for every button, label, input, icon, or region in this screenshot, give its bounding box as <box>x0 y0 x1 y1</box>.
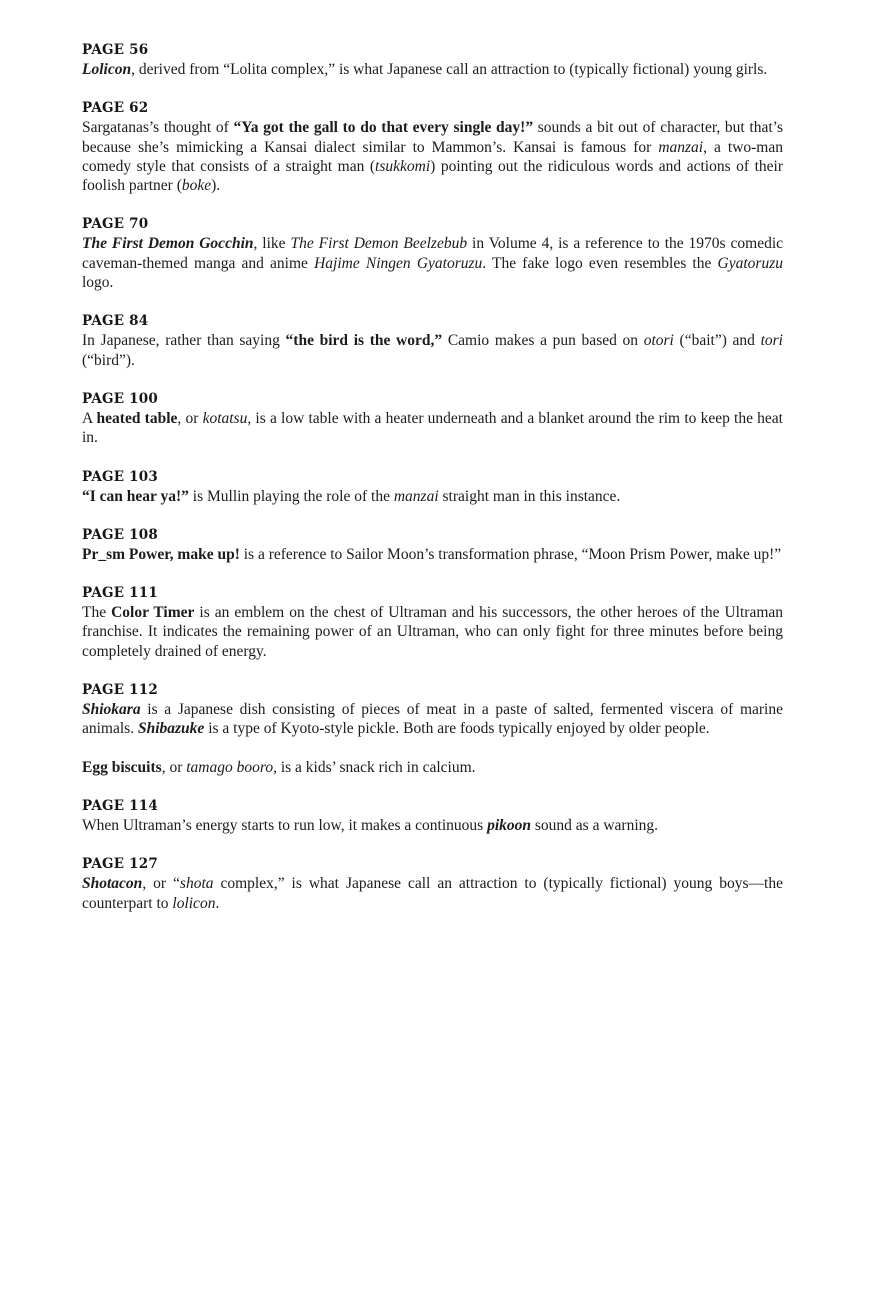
italic-term: tamago booro <box>186 758 274 776</box>
text-run: is a type of Kyoto-style pickle. Both are foods typically enjoyed by older people. <box>204 720 710 738</box>
text-run: sound as a warning. <box>531 816 659 834</box>
note-paragraph <box>82 487 783 506</box>
bold-term: Egg biscuits <box>82 758 162 776</box>
note-section <box>82 389 783 448</box>
note-paragraph <box>82 874 783 913</box>
note-paragraph <box>82 331 783 370</box>
bold-term: “the bird is the word,” <box>285 332 443 350</box>
note-paragraph <box>82 60 783 79</box>
note-paragraph <box>82 603 783 661</box>
text-run: , is a kids’ snack rich in calcium. <box>273 758 476 776</box>
note-paragraph <box>82 409 783 448</box>
text-run: When Ultraman’s energy starts to run low, it makes a continuous <box>82 816 488 834</box>
note-section <box>82 40 783 79</box>
note-section <box>82 796 783 835</box>
text-run: In Japanese, rather than saying <box>82 332 286 350</box>
note-page-heading: PAGE 111 <box>82 585 158 602</box>
bold-italic-term: Shibazuke <box>137 720 205 738</box>
text-run: is a Japanese dish consisting of pieces of meat in a paste of salted, fermented viscera of marine animals. <box>82 701 783 738</box>
bold-term: Color Timer <box>111 604 195 622</box>
note-page-heading: PAGE 56 <box>82 42 149 58</box>
text-run: in Volume 4, is a reference to the 1970s comedic caveman-themed manga and anime <box>82 235 784 272</box>
text-run: complex,” is what Japanese call an attraction to (typically fictional) young boys—the counterpart to <box>82 875 783 912</box>
note-section <box>82 854 783 913</box>
text-run: (“bait”) and <box>673 332 761 350</box>
text-run: ). <box>211 177 221 195</box>
text-run: , or <box>177 409 203 427</box>
note-paragraph <box>82 118 783 195</box>
italic-term: Hajime Ningen Gyatoruzu <box>314 254 483 272</box>
note-paragraph <box>82 700 783 739</box>
text-run: is a reference to Sailor Moon’s transformation phrase, “Moon Prism Power, make up!” <box>239 545 782 563</box>
bold-term: “I can hear ya!” <box>82 487 189 505</box>
italic-term: shota <box>179 875 214 893</box>
text-run: ) pointing out the ridiculous words and actions of their foolish partner ( <box>82 157 783 195</box>
note-section <box>82 525 783 564</box>
translation-notes <box>82 40 783 932</box>
italic-term: otori <box>643 332 674 350</box>
note-page-heading: PAGE 62 <box>82 100 149 117</box>
text-run: , is a low table with a heater underneath and a blanket around the rim to keep the heat in. <box>82 409 783 447</box>
italic-term: Gyatoruzu <box>717 254 783 272</box>
note-paragraph <box>82 758 783 777</box>
text-run: , or <box>161 758 187 776</box>
note-section <box>82 214 783 292</box>
text-run: Camio makes a pun based on <box>442 332 644 350</box>
italic-term: manzai <box>393 487 439 505</box>
note-paragraph <box>82 816 783 835</box>
note-page-heading: PAGE 70 <box>82 216 149 233</box>
text-run: logo. <box>82 274 114 292</box>
text-run: straight man in this instance. <box>438 487 621 505</box>
bold-italic-term: Shiokara <box>82 701 141 719</box>
bold-italic-term: Lolicon <box>82 61 132 78</box>
italic-term: tsukkomi <box>375 157 431 175</box>
bold-italic-term: pikoon <box>487 816 532 834</box>
note-section <box>82 583 783 661</box>
text-run: , derived from “Lolita complex,” is what Japanese call an attraction to (typically fictional) young girls. <box>131 61 768 78</box>
note-section <box>82 467 783 506</box>
italic-term: tori <box>760 332 783 350</box>
note-page-heading: PAGE 114 <box>82 797 158 814</box>
text-run: (“bird”). <box>82 351 135 369</box>
note-page-heading: PAGE 84 <box>82 313 149 330</box>
note-page-heading: PAGE 127 <box>82 856 158 873</box>
text-run: is an emblem on the chest of Ultraman and his successors, the other heroes of the Ultraman franchise. It indicates the remaining power of an Ultraman, who can only fight for three minutes before being completely drained of energy. <box>82 604 784 660</box>
note-page-heading: PAGE 103 <box>82 468 158 485</box>
italic-term: lolicon <box>172 894 216 912</box>
note-paragraph <box>82 545 783 564</box>
note-page-heading: PAGE 112 <box>82 682 158 699</box>
text-run: sounds a bit out of character, but that’s because she’s mimicking a Kansai dialect similar to Mammon’s. Kansai is famous for <box>82 119 783 156</box>
text-run: A <box>82 409 97 427</box>
note-section <box>82 680 783 777</box>
text-run: is Mullin playing the role of the <box>188 487 394 505</box>
text-run: . <box>215 894 220 912</box>
note-page-heading: PAGE 108 <box>82 526 158 543</box>
note-section <box>82 98 783 195</box>
note-page-heading: PAGE 100 <box>82 390 158 407</box>
note-section <box>82 311 783 370</box>
text-run: , like <box>253 235 291 253</box>
text-run: , a two-man comedy style that consists of a straight man ( <box>82 138 783 175</box>
italic-term: boke <box>181 177 212 195</box>
bold-italic-term: Shotacon <box>82 875 143 893</box>
text-run: . The fake logo even resembles the <box>482 254 718 272</box>
bold-term: Pr_sm Power, make up! <box>82 545 240 563</box>
bold-term: “Ya got the gall to do that every single day!” <box>233 119 534 137</box>
note-paragraph <box>82 234 783 292</box>
text-run: , or “ <box>142 875 180 893</box>
italic-term: manzai <box>658 138 704 156</box>
bold-term: heated table <box>96 409 178 427</box>
text-run: The <box>82 604 112 622</box>
bold-italic-term: The First Demon Gocchin <box>82 235 254 253</box>
text-run: Sargatanas’s thought of <box>82 119 234 137</box>
italic-term: The First Demon Beelzebub <box>290 235 468 253</box>
italic-term: kotatsu <box>202 409 248 427</box>
